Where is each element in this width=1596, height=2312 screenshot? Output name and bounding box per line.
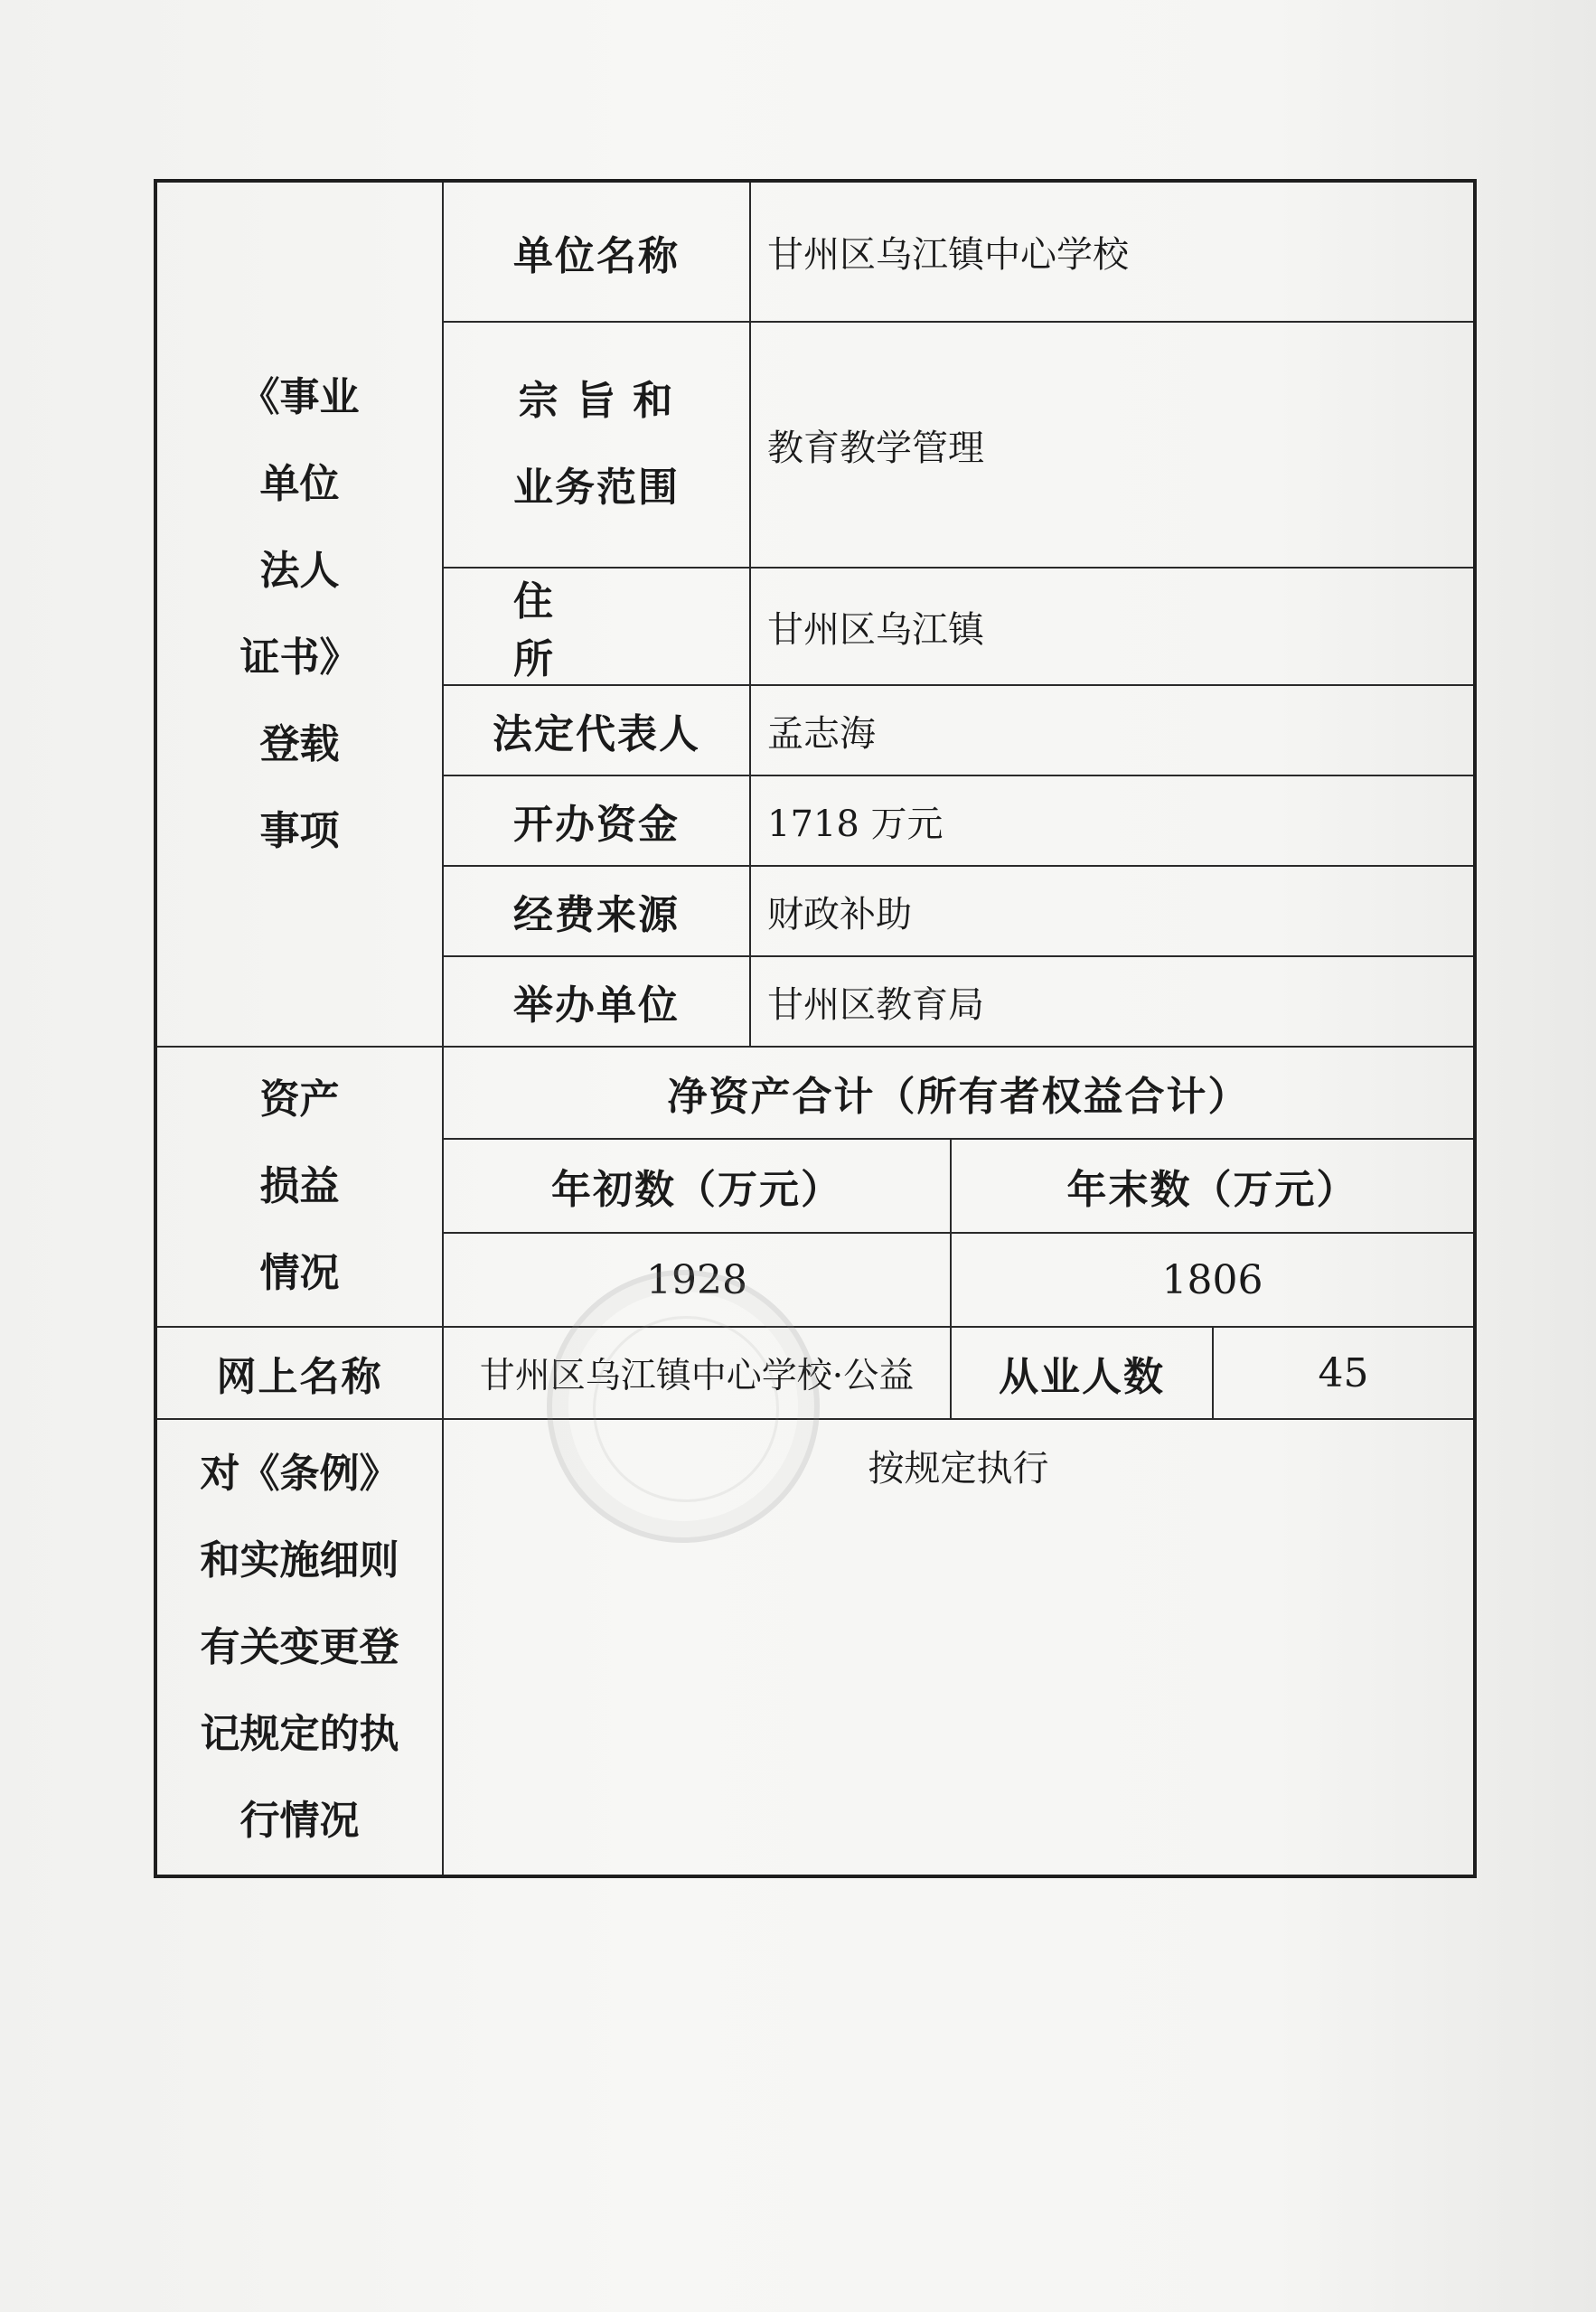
legal-rep-label: 法定代表人 xyxy=(443,685,750,775)
address-value: 甘州区乌江镇 xyxy=(750,568,1475,685)
end-year-value: 1806 xyxy=(951,1233,1475,1327)
purpose-label: 宗 旨 和 业务范围 xyxy=(443,322,750,568)
end-year-label: 年末数（万元） xyxy=(951,1139,1475,1233)
execution-section-label: 对《条例》 和实施细则 有关变更登 记规定的执 行情况 xyxy=(155,1419,443,1876)
sponsor-value: 甘州区教育局 xyxy=(750,956,1475,1047)
funding-value: 财政补助 xyxy=(750,866,1475,956)
certificate-section-label: 《事业 单位 法人 证书》 登载 事项 xyxy=(155,181,443,1047)
staff-count-value: 45 xyxy=(1213,1327,1475,1419)
funding-label: 经费来源 xyxy=(443,866,750,956)
purpose-value: 教育教学管理 xyxy=(750,322,1475,568)
capital-value: 1718 万元 xyxy=(750,775,1475,866)
begin-year-value: 1928 xyxy=(443,1233,951,1327)
address-label: 住所 xyxy=(443,568,750,685)
assets-section-label: 资产 损益 情况 xyxy=(155,1047,443,1327)
unit-name-label: 单位名称 xyxy=(443,181,750,322)
sponsor-label: 举办单位 xyxy=(443,956,750,1047)
capital-label: 开办资金 xyxy=(443,775,750,866)
execution-value: 按规定执行 xyxy=(443,1419,1475,1876)
begin-year-label: 年初数（万元） xyxy=(443,1139,951,1233)
staff-count-label: 从业人数 xyxy=(951,1327,1213,1419)
unit-name-value: 甘州区乌江镇中心学校 xyxy=(750,181,1475,322)
legal-rep-value: 孟志海 xyxy=(750,685,1475,775)
net-assets-header: 净资产合计（所有者权益合计） xyxy=(443,1047,1475,1139)
online-name-label: 网上名称 xyxy=(155,1327,443,1419)
registration-table xyxy=(154,179,1477,1878)
online-name-value: 甘州区乌江镇中心学校·公益 xyxy=(443,1327,951,1419)
